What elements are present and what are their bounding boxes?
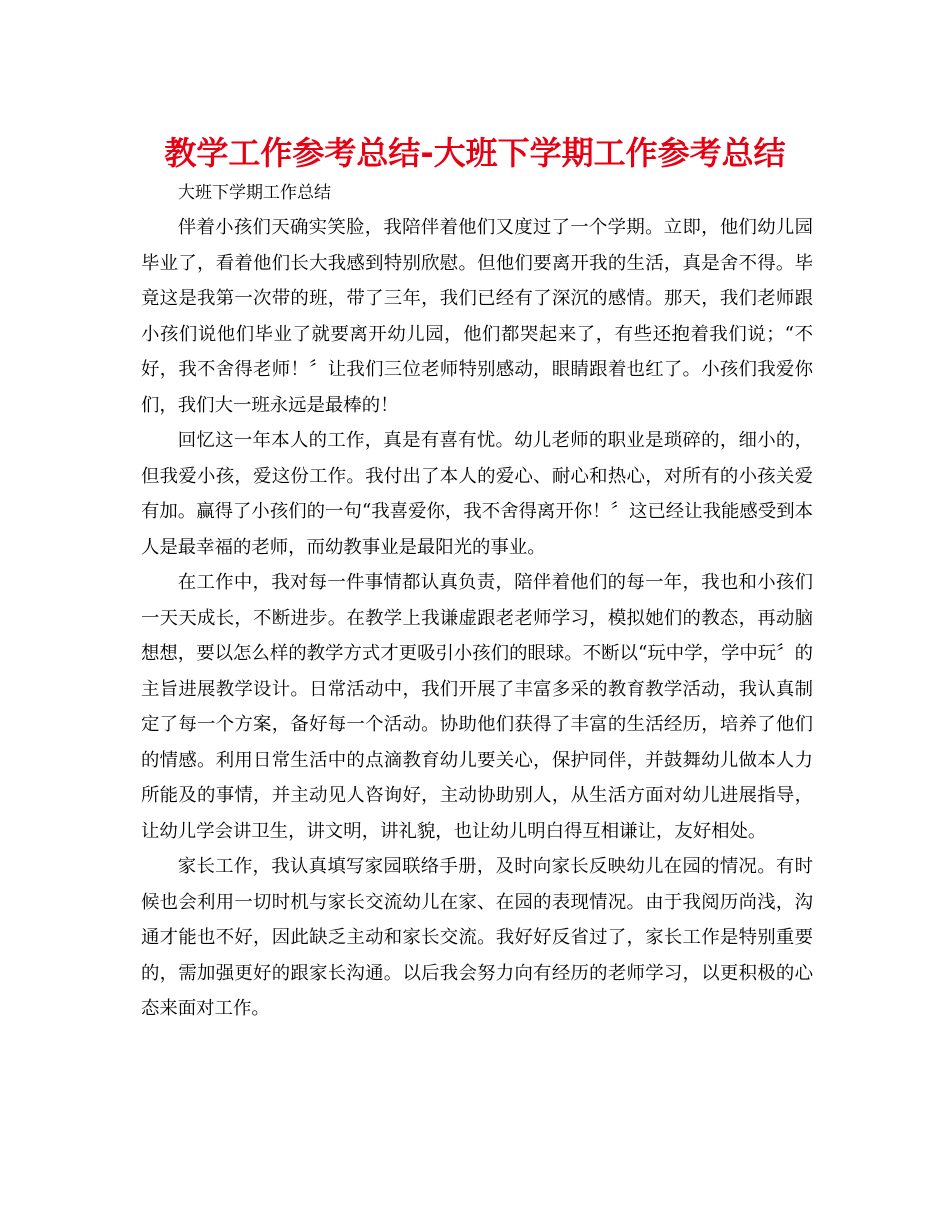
- paragraph-1: 伴着小孩们天确实笑脸，我陪伴着他们又度过了一个学期。立即，他们幼儿园毕业了，看着他们长大我感到特别欣慰。但他们要离开我的生活，真是舍不得。毕竟这是我第一次带的班，带了三年，我们已经有了深沉的感情。那天，我们老师跟小孩们说他们毕业了就要离开幼儿园，他们都哭起来了，有些还抱着我们说；“不好，我不舍得老师！〞让我们三位老师特别感动，眼睛跟着也红了。小孩们我爱你们，我们大一班永远是最棒的！: [141, 217, 813, 416]
- paragraph-4: 家长工作，我认真填写家园联络手册，及时向家长反映幼儿在园的情况。有时候也会利用一切时机与家长交流幼儿在家、在园的表现情况。由于我阅历尚浅，沟通才能也不好，因此缺乏主动和家长交流。我好好反省过了，家长工作是特别重要的，需加强更好的跟家长沟通。以后我会努力向有经历的老师学习，以更积极的心态来面对工作。: [141, 856, 813, 1019]
- document-title: 教学工作参考总结-大班下学期工作参考总结: [164, 134, 786, 172]
- paragraph-2: 回忆这一年本人的工作，真是有喜有忧。幼儿老师的职业是琐碎的，细小的，但我爱小孩，爱这份工作。我付出了本人的爱心、耐心和热心，对所有的小孩关爱有加。赢得了小孩们的一句“我喜爱你，我不舍得离开你！〞这已经让我能感受到本人是最幸福的老师，而幼教事业是最阳光的事业。: [141, 430, 813, 558]
- document-body: [141, 210, 813, 1027]
- paragraph-3: 在工作中，我对每一件事情都认真负责，陪伴着他们的每一年，我也和小孩们一天天成长，不断进步。在教学上我谦虚跟老老师学习，模拟她们的教态，再动脑想想，要以怎么样的教学方式才更吸引小孩们的眼球。不断以“玩中学，学中玩〞的主旨进展教学设计。日常活动中，我们开展了丰富多采的教育教学活动，我认真制定了每一个方案，备好每一个活动。协助他们获得了丰富的生活经历，培养了他们的情感。利用日常生活中的点滴教育幼儿要关心，保护同伴，并鼓舞幼儿做本人力所能及的事情，并主动见人咨询好，主动协助别人，从生活方面对幼儿进展指导，让幼儿学会讲卫生，讲文明，讲礼貌，也让幼儿明白得互相谦让，友好相处。: [141, 572, 813, 842]
- document-subtitle: 大班下学期工作总结: [178, 183, 331, 203]
